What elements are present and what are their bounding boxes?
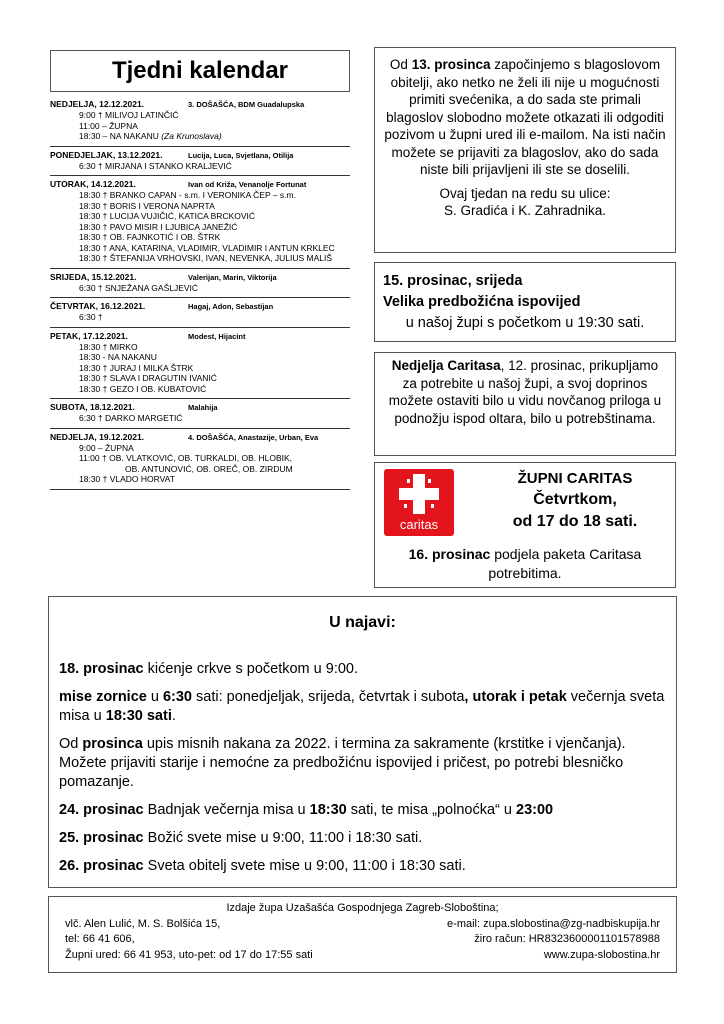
calendar-date: NEDJELJA, 19.12.2021. (50, 431, 145, 442)
calendar-day-header (50, 402, 350, 413)
calendar-day-header (50, 272, 350, 283)
caritas-hours (475, 469, 675, 533)
calendar-saints: Valerijan, Marin, Viktorija (188, 272, 277, 282)
caritas-heading: ŽUPNI CARITAS (517, 470, 633, 487)
mass-intention: 18:30 † BORIS I VERONA NAPRTA (79, 200, 215, 211)
blessing-text (381, 56, 669, 179)
calendar-day (50, 176, 350, 269)
mass-intention: 6:30 † DARKO MARGETIĆ (79, 413, 183, 423)
mass-intention: 18:30 – NA NAKANU (Za Krunoslava) (79, 131, 222, 141)
calendar-day-header (50, 150, 350, 161)
calendar-title-box (50, 50, 350, 92)
mass-intention: 18:30 † OB. FAJNKOTIĆ I OB. ŠTRK (79, 232, 221, 242)
announcement-dawn-masses: mise zornice u 6:30 sati: ponedjeljak, srijeda, četvrtak i subota, utorak i petak večernja sveta misa u 18:30 sati. (59, 689, 665, 724)
mass-intention: 18:30 † GEZO I OB. KUBATOVIĆ (79, 383, 207, 394)
footer (48, 896, 677, 973)
caritas-sunday-title: Nedjelja Caritasa (391, 358, 501, 373)
calendar-date: UTORAK, 14.12.2021. (50, 179, 136, 189)
mass-intention: 18:30 † MIRKO (79, 341, 138, 352)
mass-intention: 9:00 † MILIVOJ LATINČIĆ (79, 110, 179, 120)
announcement-holy-family: 26. prosinac Sveta obitelj svete mise u 9:00, 11:00 i 18:30 sati. (59, 858, 466, 874)
text: podjela paketa Caritasa potrebitima. (488, 546, 642, 581)
caritas-sunday-notice (374, 352, 676, 456)
mass-intention: 18:30 † SLAVA I DRAGUTIN IVANIĆ (79, 373, 217, 383)
mass-intention: 18:30 † LUCIJA VUJIČIĆ, KATICA BRCKOVIĆ (79, 211, 256, 221)
footer-publisher: Izdaje župa Uzašašća Gospodnjega Zagreb-Sloboština; (226, 902, 499, 914)
calendar-day-header (50, 99, 350, 110)
mass-intention: OB. ANTUNOVIĆ, OB. OREČ, OB. ZIRDUM (125, 463, 293, 474)
calendar-date: NEDJELJA, 12.12.2021. (50, 99, 145, 109)
mass-intention: 11:00 † OB. VLATKOVIĆ, OB. TURKALDI, OB. HLOBIK, (79, 453, 293, 463)
calendar-saints: Hagaj, Adon, Sebastijan (188, 302, 274, 311)
confession-time: u našoj župi s početkom u 19:30 sati. (405, 315, 645, 331)
announcement-decoration: 18. prosinac kićenje crkve s početkom u 9:00. (59, 661, 359, 677)
caritas-time: od 17 do 18 sati. (512, 513, 638, 530)
mass-intention: 18:30 † JURAJ I MILKA ŠTRK (79, 362, 194, 373)
mass-intention: 9:00 – ŽUPNA (79, 442, 134, 453)
footer-website[interactable]: www.zupa-slobostina.hr (543, 948, 660, 961)
confession-title: Velika predbožićna ispovijed (383, 294, 581, 310)
footer-phone: tel: 66 41 606, (65, 933, 135, 945)
blessing-date: 13. prosinca (411, 57, 491, 72)
package-date: 16. prosinac (408, 546, 491, 562)
mass-intention: 18:30 † BRANKO CAPAN - s.m. I VERONIKA ČEP – s.m. (79, 190, 296, 200)
calendar-saints: 4. DOŠAŠĆA, Anastazije, Urban, Eva (188, 432, 319, 442)
caritas-day: Četvrtkom, (533, 491, 617, 508)
calendar-day (50, 96, 350, 147)
calendar-day (50, 328, 350, 400)
calendar-day (50, 298, 350, 328)
text: , 12. prosinac, prikupljamo za potrebite u našoj župi, a svoj doprinos možete ostaviti bilo u vidu novčanog priloga u podnožju ispod oltara, bilo u potrebštinama. (388, 358, 662, 426)
confession-notice (374, 262, 676, 342)
announcements-title: U najavi: (329, 614, 396, 631)
calendar-day-header (50, 331, 350, 342)
announcement-christmas: 25. prosinac Božić svete mise u 9:00, 11:00 i 18:30 sati. (59, 830, 423, 846)
mass-intention: 18:30 † ŠTEFANIJA VRHOVSKI, IVAN, NEVENKA, JULIUS MALIŠ (79, 253, 333, 263)
calendar-date: SRIJEDA, 15.12.2021. (50, 271, 137, 282)
mass-intention: 18:30 † PAVO MISIR I LJUBICA JANEŽIĆ (79, 221, 238, 232)
calendar-saints: Malahija (188, 403, 218, 412)
announcement-christmas-eve: 24. prosinac Badnjak večernja misa u 18:30 sati, te misa „polnoćka“ u 23:00 (59, 802, 554, 818)
streets-line-1: Ovaj tjedan na redu su ulice: (439, 185, 611, 201)
footer-email[interactable]: e-mail: zupa.slobostina@zg-nadbiskupija.hr (447, 917, 660, 930)
calendar-title: Tjedni kalendar (111, 57, 289, 84)
announcement-registrations: Od prosinca upis misnih nakana za 2022. i termina za sakramente (krstitke i vjenčanja). Možete prijaviti starije i nemoćne za predbožićnu ispovijed i pričest, po potrebi blesničko pomazanje. (59, 736, 626, 790)
text: Od (389, 57, 412, 72)
weekly-calendar (50, 96, 350, 490)
caritas-logo (384, 469, 454, 536)
calendar-saints: Modest, Hijacint (188, 331, 246, 341)
caritas-package-note (375, 545, 675, 583)
calendar-saints: Ivan od Križa, Venanolje Fortunat (188, 180, 307, 189)
calendar-day (50, 269, 350, 299)
text: započinjemo s blagoslovom obitelji, ako netko ne želi ili nije u mogućnosti primiti svećenika, a do sada ste primali blagoslov slobodno možete otkazati ili odgoditi pozivom u župni ured ili e-mailom. Na isti način možete se prijaviti za blagoslov, ako do sada niste bili prijavljeni ili ste se doselili. (384, 57, 666, 177)
mass-intention: 18:30 † ANA, KATARINA, VLADIMIR, VLADIMIR I ANTUN KRKLEC (79, 242, 335, 253)
calendar-day-header (50, 432, 350, 443)
calendar-date: PETAK, 17.12.2021. (50, 330, 128, 341)
calendar-day-header (50, 301, 350, 312)
mass-intention: 18:30 - NA NAKANU (79, 352, 157, 362)
mass-intention: 11:00 – ŽUPNA (79, 120, 138, 131)
calendar-saints: Lucija, Luca, Svjetlana, Otilija (188, 150, 294, 160)
footer-office: Župni ured: 66 41 953, uto-pet: od 17 do 17:55 sati (65, 948, 313, 961)
mass-intention: 6:30 † MIRJANA I STANKO KRALJEVIĆ (79, 160, 232, 171)
calendar-day (50, 147, 350, 177)
parish-caritas-box (374, 462, 676, 588)
streets-line-2: S. Gradića i K. Zahradnika. (443, 203, 607, 218)
calendar-date: ČETVRTAK, 16.12.2021. (50, 301, 146, 311)
calendar-day-header (50, 179, 350, 190)
footer-account: žiro račun: HR8323600001101578988 (474, 933, 660, 945)
confession-date: 15. prosinac, srijeda (383, 273, 523, 289)
calendar-date: PONEDJELJAK, 13.12.2021. (50, 149, 163, 160)
caritas-logo-text: caritas (399, 517, 439, 532)
calendar-date: SUBOTA, 18.12.2021. (50, 402, 135, 412)
footer-address: vlč. Alen Lulić, M. S. Bolšića 15, (65, 917, 221, 930)
mass-intention: 6:30 † SNJEŽANA GAŠLJEVIĆ (79, 282, 199, 293)
calendar-saints: 3. DOŠAŠĆA, BDM Guadalupska (188, 100, 305, 109)
mass-intention: 6:30 † (79, 312, 103, 322)
calendar-day (50, 429, 350, 490)
blessing-notice (374, 47, 676, 253)
announcements (48, 596, 677, 888)
calendar-day (50, 399, 350, 429)
mass-intention: 18:30 † VLADO HORVAT (79, 474, 175, 484)
